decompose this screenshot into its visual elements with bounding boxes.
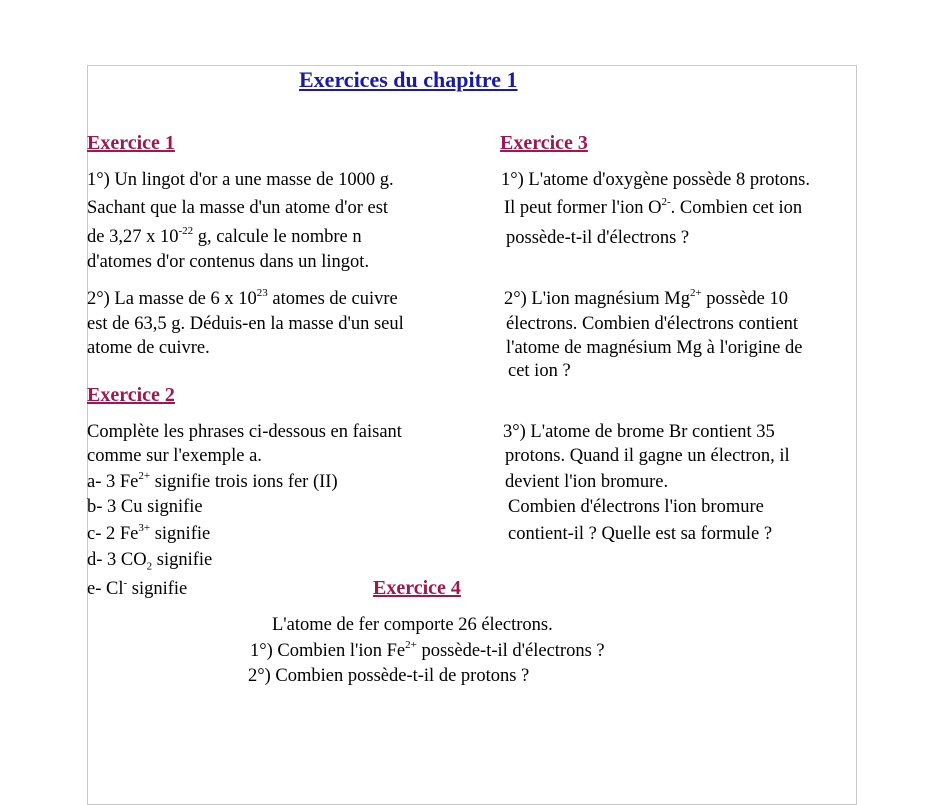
ex1-q1-line2: Sachant que la masse d'un atome d'or est [87,198,389,218]
exercise-3-title: Exercice 3 [500,132,588,154]
exercise-1-title: Exercice 1 [87,132,175,154]
exercise-4-title: Exercice 4 [373,577,461,599]
ex4-line2: 1°) Combien l'ion $Fe^{2+}$ possède-t-il d'électrons ? [250,638,605,661]
ex2-item-c: c- 2 $Fe^{3+}$ signifie [87,521,211,544]
ex3-q3-line5: contient-il ? Quelle est sa formule ? [508,524,773,544]
ex3-q1-line3: possède-t-il d'électrons ? [506,228,690,248]
exercise-2-title: Exercice 2 [87,384,175,406]
ex1-q1-line1: 1°) Un lingot d'or a une masse de 1000 g. [87,170,394,190]
ex2-intro-line2: comme sur l'exemple a. [87,446,262,466]
ex1-q2-line3: atome de cuivre. [87,338,210,358]
ex1-q2-line1: 2°) La masse de 6 x $10^{23}$ atomes de cuivre [87,286,398,309]
ex4-line3: 2°) Combien possède-t-il de protons ? [248,666,530,686]
ex3-q1-line2: Il peut former l'ion $O^{2-}$. Combien cet ion [504,195,803,218]
ex2-item-e: e- Cl- signifie [87,576,188,599]
ex3-q3-line4: Combien d'électrons l'ion bromure [508,497,764,517]
ex1-q1-line4: d'atomes d'or contenus dans un lingot. [87,252,370,272]
ex3-q1-line1: 1°) L'atome d'oxygène possède 8 protons. [501,170,810,190]
ex3-q3-line1: 3°) L'atome de brome Br contient 35 [503,422,775,442]
ex3-q2-line3: l'atome de magnésium Mg à l'origine de [506,338,803,358]
ex4-line1: L'atome de fer comporte 26 électrons. [272,615,553,635]
ex2-item-a: a- 3 $Fe^{2+}$ signifie trois ions fer (II) [87,469,338,492]
ex3-q2-line2: électrons. Combien d'électrons contient [506,314,799,334]
ex1-q1-line3: de 3,27 x $10^{-22}$ g, calcule le nombre n [87,224,362,247]
ex3-q3-line2: protons. Quand il gagne un électron, il [505,446,790,466]
ex1-q2-line2: est de 63,5 g. Déduis-en la masse d'un seul [87,314,404,334]
ex3-q2-line1: 2°) L'ion magnésium $Mg^{2+}$ possède 10 [504,286,788,309]
ex3-q3-line3: devient l'ion bromure. [505,472,669,492]
ex2-item-d: d- 3 $CO_2$ signifie [87,550,213,573]
ex3-q2-line4: cet ion ? [508,361,571,381]
ex2-item-b: b- 3 Cu signifie [87,497,203,517]
ex2-intro-line1: Complète les phrases ci-dessous en faisant [87,422,402,442]
page-title: Exercices du chapitre 1 [299,67,518,92]
